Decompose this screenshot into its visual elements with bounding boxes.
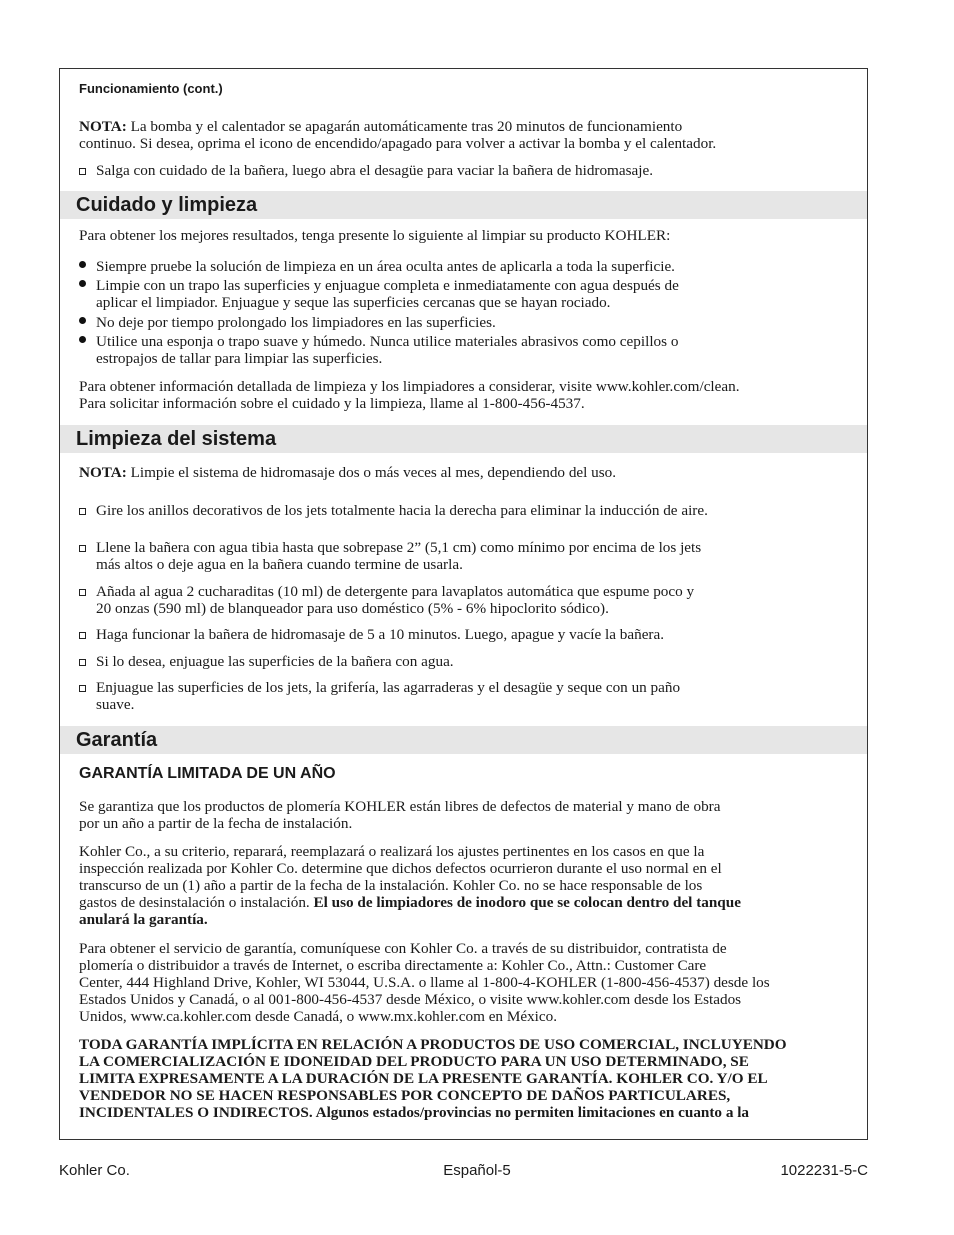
care-bullet-4-line2: estropajos de tallar para limpiar las superficies. [96,350,383,367]
heading-care: Cuidado y limpieza [76,194,258,216]
checkbox-marker [79,685,86,692]
bullet-marker [79,280,86,287]
warranty-p1-line1: Se garantiza que los productos de plomería KOHLER están libres de defectos de material y mano de obra [79,798,721,815]
content-frame [59,68,868,1140]
care-bullet-2-line2: aplicar el limpiador. Enjuague y seque las superficies cercanas que se hayan rociado. [96,294,611,311]
warranty-subheading: GARANTÍA LIMITADA DE UN AÑO [79,765,336,782]
note-text-line1: La bomba y el calentador se apagarán automáticamente tras 20 minutos de funcionamiento [126,118,683,135]
footer-page-number: Español-5 [443,1162,511,1179]
footer-document-id: 1022231-5-C [780,1162,868,1179]
warranty-p4-line4: VENDEDOR NO SE HACEN RESPONSABLES POR CONCEPTO DE DAÑOS PARTICULARES, [79,1087,731,1104]
bullet-marker [79,336,86,343]
warranty-p3-line4: Estados Unidos y Canadá, o al 001-800-456-4537 desde México, o visite www.kohler.com desde los Estados [79,991,742,1008]
warranty-p2-line2: inspección realizada por Kohler Co. determine que dichos defectos ocurrieron durante el uso normal en el [79,860,722,877]
heading-warranty: Garantía [76,729,158,751]
care-bullet-3: No deje por tiempo prolongado los limpiadores en las superficies. [96,314,496,331]
warranty-p4-line3: LIMITA EXPRESAMENTE A LA DURACIÓN DE LA PRESENTE GARANTÍA. KOHLER CO. Y/O EL [79,1070,768,1087]
warranty-p2-line4-bold: El uso de limpiadores de inodoro que se colocan dentro del tanque [313,894,741,911]
checkbox-marker [79,168,86,175]
system-step-2-line1: Llene la bañera con agua tibia hasta que sobrepase 2” (5,1 cm) como mínimo por encima de los jets [96,539,702,556]
warranty-p1-line2: por un año a partir de la fecha de instalación. [79,815,353,832]
care-intro: Para obtener los mejores resultados, tenga presente lo siguiente al limpiar su producto KOHLER: [79,227,671,244]
care-info-line1: Para obtener información detallada de limpieza y los limpiadores a considerar, visite www.kohler.com/clean. [79,378,740,395]
warranty-p3-line1: Para obtener el servicio de garantía, comuníquese con Kohler Co. a través de su distribuidor, contratista de [79,940,727,957]
note-operation [79,118,851,135]
system-step-1: Gire los anillos decorativos de los jets totalmente hacia la derecha para eliminar la inducción de aire. [96,502,708,519]
note-label: NOTA: [79,118,127,135]
warranty-p2-line5: anulará la garantía. [79,911,208,928]
step-exit-bath: Salga con cuidado de la bañera, luego abra el desagüe para vaciar la bañera de hidromasaje. [96,162,654,179]
checkbox-marker [79,632,86,639]
warranty-p4-line5: INCIDENTALES O INDIRECTOS. Algunos estados/provincias no permiten limitaciones en cuanto a la [79,1104,750,1121]
subheading-operation: Funcionamiento (cont.) [79,81,223,96]
note-text: Limpie el sistema de hidromasaje dos o más veces al mes, dependiendo del uso. [126,464,617,481]
bullet-marker [79,261,86,268]
section-band-care [60,191,867,219]
system-step-6-line2: suave. [96,696,135,713]
system-step-3-line1: Añada al agua 2 cucharaditas (10 ml) de detergente para lavaplatos automática que espume poco y [96,583,695,600]
system-step-4: Haga funcionar la bañera de hidromasaje de 5 a 10 minutos. Luego, apague y vacíe la bañera. [96,626,665,643]
system-step-3-line2: 20 onzas (590 ml) de blanqueador para uso doméstico (5% - 6% hipoclorito sódico). [96,600,609,617]
checkbox-marker [79,589,86,596]
system-step-6-line1: Enjuague las superficies de los jets, la grifería, las agarraderas y el desagüe y seque con un paño [96,679,681,696]
footer-company: Kohler Co. [59,1162,130,1179]
warranty-p4-line2: LA COMERCIALIZACIÓN E IDONEIDAD DEL PRODUCTO PARA UN USO DETERMINADO, SE [79,1053,749,1070]
care-bullet-2-line1: Limpie con un trapo las superficies y enjuague completa e inmediatamente con agua después de [96,277,679,294]
system-step-5: Si lo desea, enjuague las superficies de la bañera con agua. [96,653,454,670]
warranty-p3-line3: Center, 444 Highland Drive, Kohler, WI 53044, U.S.A. o llame al 1-800-4-KOHLER (1-800-456-4537) desde los [79,974,770,991]
care-bullet-4-line1: Utilice una esponja o trapo suave y húmedo. Nunca utilice materiales abrasivos como cepillos o [96,333,679,350]
warranty-p2-line4-text: gastos de desinstalación o instalación. [79,894,314,911]
bullet-marker [79,317,86,324]
warranty-p4-line1: TODA GARANTÍA IMPLÍCITA EN RELACIÓN A PRODUCTOS DE USO COMERCIAL, INCLUYENDO [79,1036,787,1053]
checkbox-marker [79,659,86,666]
warranty-p2-line3: transcurso de un (1) año a partir de la fecha de la instalación. Kohler Co. no se hace responsable de los [79,877,703,894]
warranty-p2-line4 [79,894,851,911]
care-bullet-1: Siempre pruebe la solución de limpieza en un área oculta antes de aplicarla a toda la superficie. [96,258,675,275]
heading-system: Limpieza del sistema [76,428,277,450]
system-step-2-line2: más altos o deje agua en la bañera cuando termine de usarla. [96,556,463,573]
checkbox-marker [79,508,86,515]
note-operation-line2: continuo. Si desea, oprima el icono de encendido/apagado para volver a activar la bomba y el calentador. [79,135,717,152]
note-system [79,464,851,481]
section-band-warranty [60,726,867,754]
warranty-p2-line1: Kohler Co., a su criterio, reparará, reemplazará o realizará los ajustes pertinentes en los casos en que la [79,843,705,860]
checkbox-marker [79,545,86,552]
section-band-system [60,425,867,453]
warranty-p3-line5: Unidos, www.ca.kohler.com desde Canadá, o www.mx.kohler.com en México. [79,1008,558,1025]
warranty-p3-line2: plomería o distribuidor a través de Internet, o escriba directamente a: Kohler Co., Attn.: Customer Care [79,957,707,974]
care-info-line2: Para solicitar información sobre el cuidado y la limpieza, llame al 1-800-456-4537. [79,395,585,412]
note-label: NOTA: [79,464,127,481]
